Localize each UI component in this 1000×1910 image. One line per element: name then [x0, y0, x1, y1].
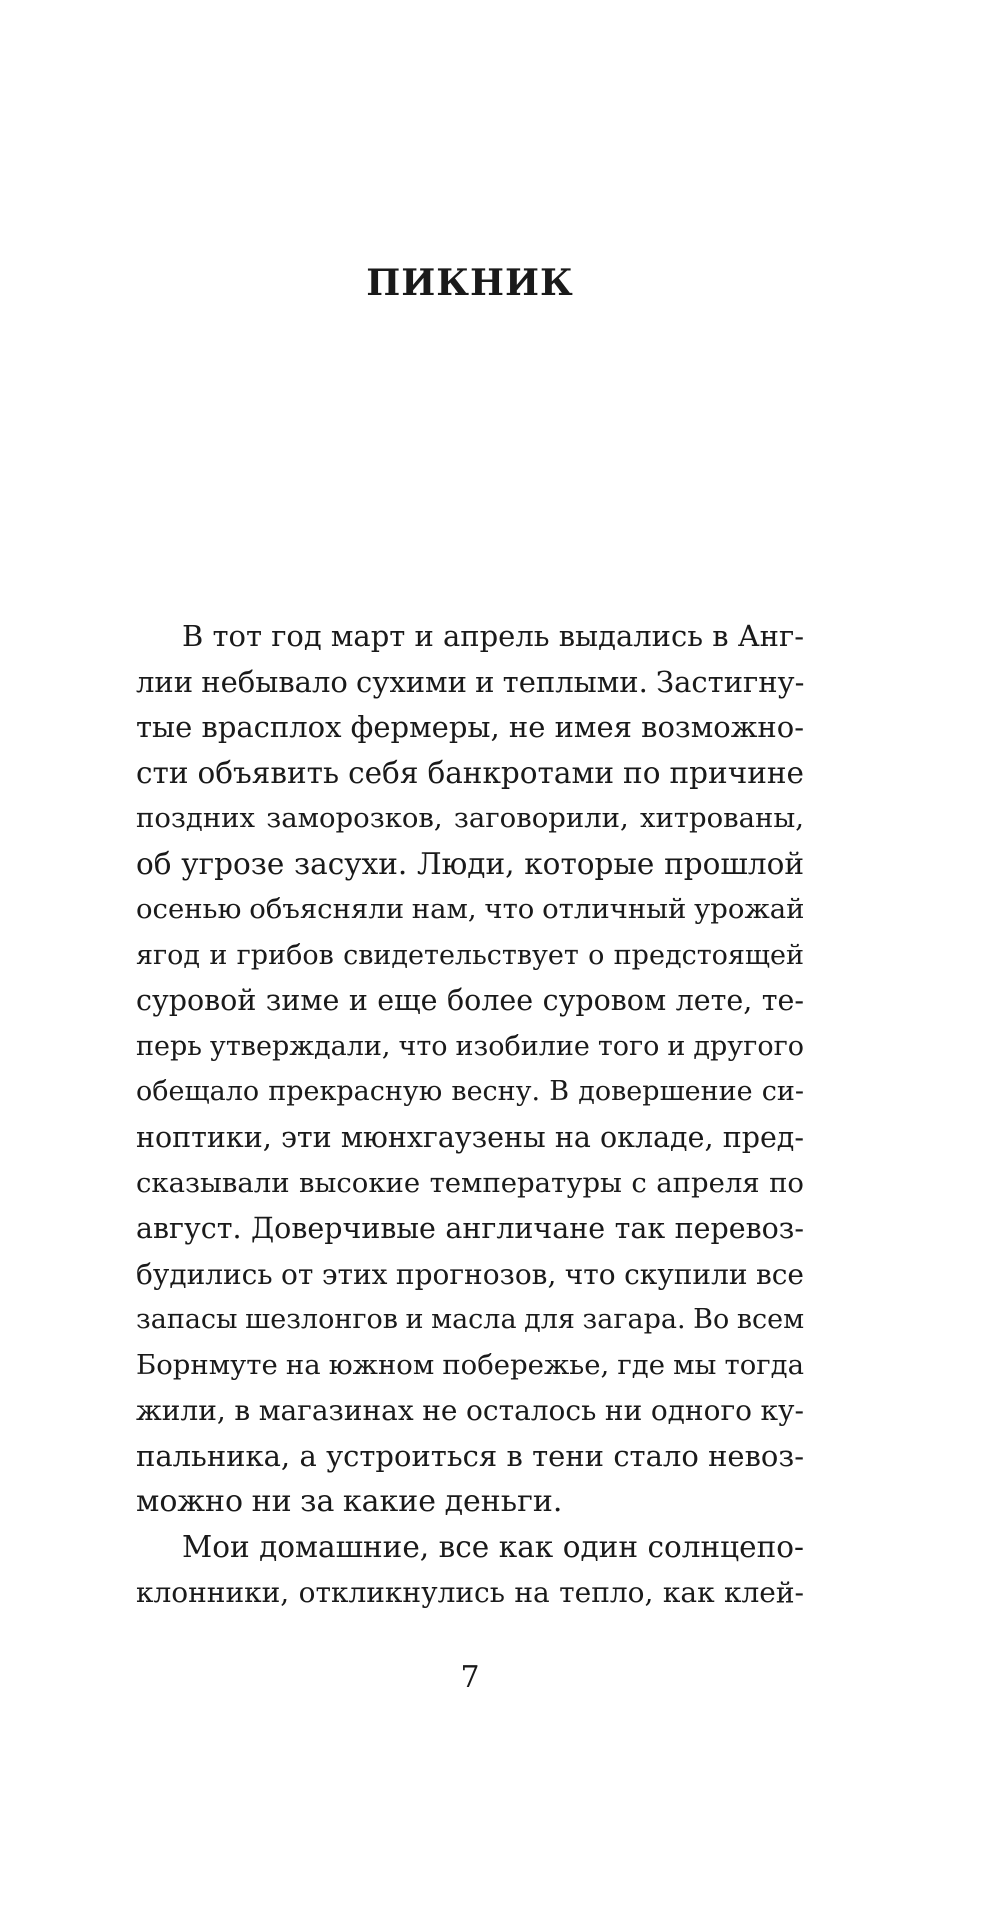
- text-line: Борнмуте на южном побережье, где мы тогда: [136, 1348, 804, 1381]
- text-line: перь утверждали, что изобилие того и другого: [136, 1030, 804, 1062]
- text-line: август. Доверчивые англичане так перевоз-: [136, 1212, 804, 1246]
- text-line: осенью объясняли нам, что отличный урожай: [136, 893, 805, 926]
- text-line: ягод и грибов свидетельствует о предстоящей: [136, 939, 804, 971]
- text-line: поздних заморозков, заговорили, хитрованы,: [136, 802, 804, 835]
- text-line: сти объявить себя банкротами по причине: [136, 755, 804, 790]
- text-line: можно ни за какие деньги.: [136, 1484, 563, 1520]
- text-line: тые врасплох фермеры, не имея возможно-: [136, 710, 804, 745]
- text-line: Мои домашние, все как один солнцепо-: [182, 1529, 804, 1564]
- text-line: жили, в магазинах не осталось ни одного ку-: [136, 1394, 804, 1428]
- text-line: сказывали высокие температуры с апреля по: [136, 1166, 804, 1199]
- text-line: пальника, а устроиться в тени стало невоз-: [136, 1438, 804, 1473]
- text-line: обещало прекрасную весну. В довершение си-: [136, 1076, 804, 1108]
- body-text: [136, 614, 804, 1616]
- text-line: об угрозе засухи. Люди, которые прошлой: [136, 846, 804, 881]
- text-line: лии небывало сухими и теплыми. Застигну-: [136, 664, 805, 699]
- page-number: 7: [460, 1660, 480, 1695]
- text-line: запасы шезлонгов и масла для загара. Во всем: [136, 1304, 805, 1336]
- chapter-title: ПИКНИК: [366, 262, 574, 304]
- text-line: суровой зиме и еще более суровом лете, те-: [136, 984, 804, 1018]
- text-line: клонники, откликнулись на тепло, как клей-: [136, 1576, 804, 1610]
- text-line: будились от этих прогнозов, что скупили все: [136, 1257, 804, 1291]
- text-line: В тот год март и апрель выдались в Анг-: [182, 619, 804, 653]
- text-line: ноптики, эти мюнхгаузены на окладе, пред-: [136, 1121, 804, 1155]
